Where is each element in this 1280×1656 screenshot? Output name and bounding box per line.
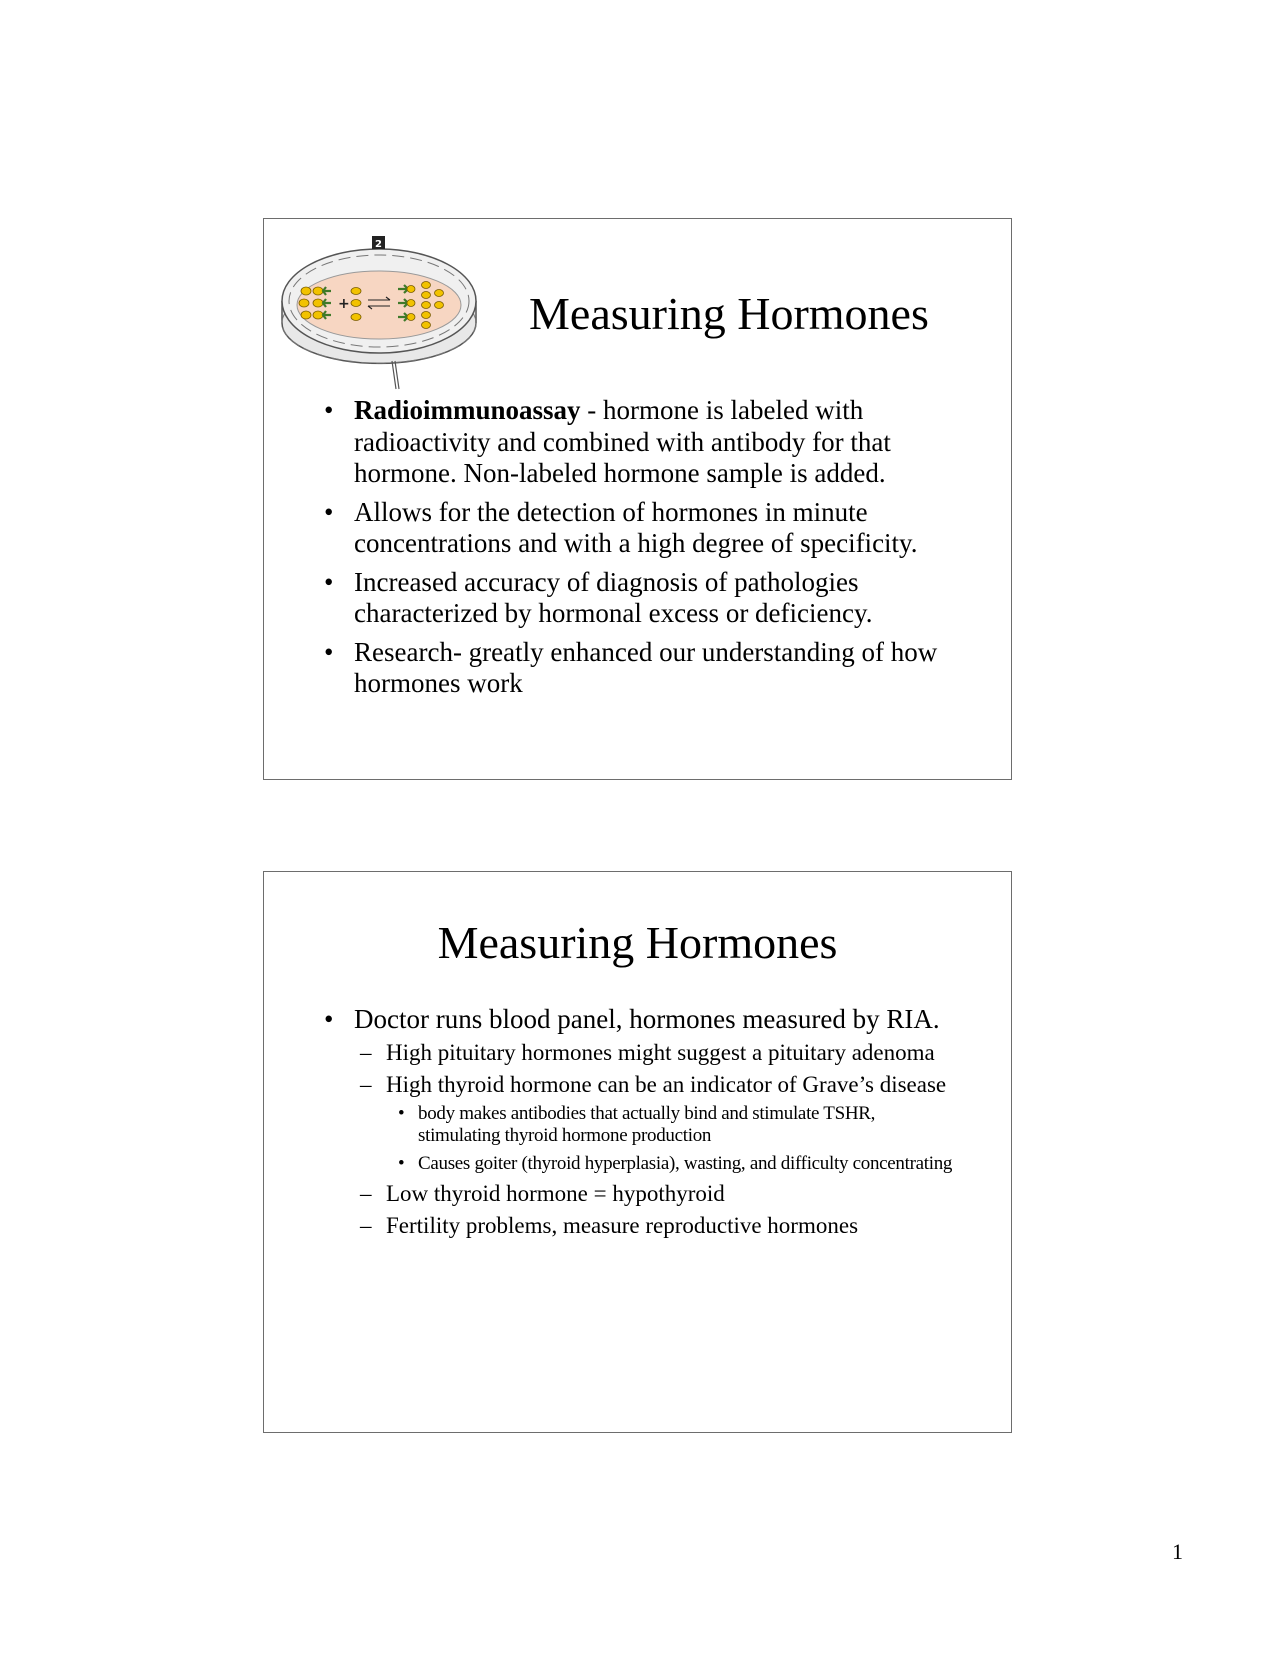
sub-bullet-item [354, 1213, 954, 1240]
step-badge: 2 [375, 239, 382, 250]
page-number: 1 [1172, 1539, 1183, 1564]
slide-1 [263, 218, 1012, 780]
sub-sub-bullet-text: Causes goiter (thyroid hyperplasia), wasting, and difficulty concentrating [418, 1152, 953, 1174]
bullet-bold-term: Radioimmunoassay [354, 395, 581, 425]
petri-dish-illustration [274, 221, 484, 391]
svg-text:+: + [338, 296, 350, 312]
bullet-text: Allows for the detection of hormones in minute concentrations and with a high degree of specificity. [354, 496, 918, 558]
sub-sub-bullet-item [386, 1103, 954, 1147]
bullet-text: Increased accuracy of diagnosis of pathologies characterized by hormonal excess or deficiency. [354, 566, 873, 628]
bullet-text: Doctor runs blood panel, hormones measured by RIA. [354, 1004, 940, 1034]
sub-bullet-text: High thyroid hormone can be an indicator of Grave’s disease [386, 1072, 947, 1097]
bullet-text: Research- greatly enhanced our understanding of how hormones work [354, 636, 938, 698]
bullet-item [324, 637, 954, 700]
sub-bullet-item [354, 1072, 954, 1175]
sub-bullet-text: High pituitary hormones might suggest a pituitary adenoma [386, 1039, 935, 1065]
bullet-item [324, 395, 954, 490]
bullet-list [324, 1004, 954, 1247]
slide-title: Measuring Hormones [529, 288, 929, 339]
sub-sub-bullet-text: body makes antibodies that actually bind and stimulate TSHR, stimulating thyroid hormone production [418, 1102, 876, 1146]
bullet-item [324, 567, 954, 630]
sub-sub-bullet-list [386, 1103, 954, 1175]
sub-bullet-item [354, 1040, 954, 1067]
bullet-text: - hormone is labeled with radioactivity and combined with antibody for that hormone. Non-labeled hormone sample is added. [354, 395, 891, 488]
bullet-item [324, 497, 954, 560]
sub-bullet-text: Low thyroid hormone = hypothyroid [386, 1180, 725, 1206]
slide-title: Measuring Hormones [437, 917, 838, 968]
slide-2 [263, 871, 1012, 1433]
sub-bullet-item [354, 1181, 954, 1208]
bullet-list [324, 395, 954, 707]
sub-bullet-text: Fertility problems, measure reproductive hormones [386, 1213, 859, 1238]
sub-sub-bullet-item [386, 1153, 954, 1175]
sub-bullet-list [354, 1040, 954, 1240]
bullet-item [324, 1004, 954, 1240]
